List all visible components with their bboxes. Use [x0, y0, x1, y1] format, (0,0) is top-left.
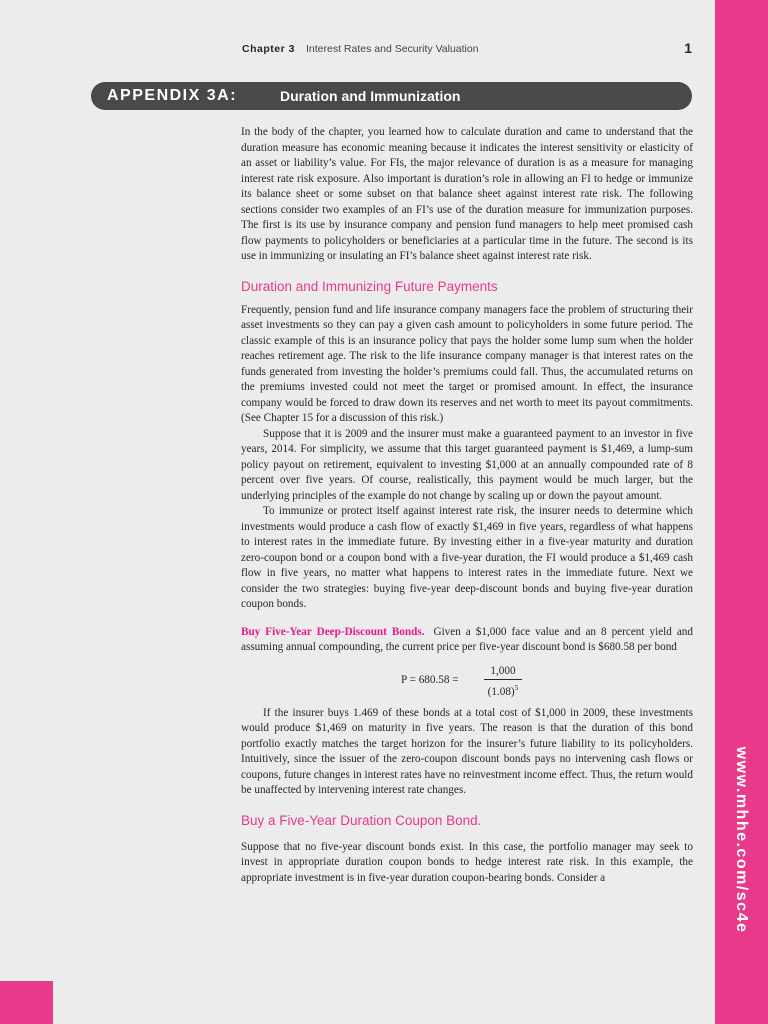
chapter-title: Interest Rates and Security Valuation [306, 43, 479, 55]
running-header [242, 40, 692, 60]
spacer [241, 613, 693, 625]
page-number: 1 [684, 40, 692, 56]
deep-discount-text: Given a $1,000 face value and an 8 percent yield and assuming annual compounding, the current price per five-year discount bond is $680.58 per bond [241, 625, 693, 653]
section-heading-immunizing-payments: Duration and Immunizing Future Payments [241, 278, 498, 294]
appendix-label: APPENDIX 3A: [107, 87, 238, 104]
chapter-label: Chapter 3 [242, 43, 295, 55]
equation-fraction [484, 664, 522, 699]
section1-paragraph-1: Frequently, pension fund and life insurance company managers face the problem of structuring their asset investments so they can pay a given cash amount to policyholders in some future period. The classic example of this is an insurance policy that pays the holder some lump sum when the holder reaches retirement age. The risk to the life insurance company manager is that interest rates on the funds generated from investing the holder’s premiums could fall. Thus, the accumulated returns on the premiums invested could not meet the target or promised amount. In effect, the insurance company would be forced to draw down its reserves and net worth to meet its payout commitments. (See Chapter 15 for a discussion of this risk.) [241, 303, 693, 424]
appendix-banner [91, 82, 692, 110]
corner-tab [0, 981, 53, 1024]
body-text [241, 125, 693, 886]
intro-paragraph: In the body of the chapter, you learned how to calculate duration and came to understand that the duration measure has economic meaning because it indicates the interest sensitivity or elasticity of an asset or liability’s value. For FIs, the major relevance of duration is as a measure for managing interest rate risk exposure. Also important is duration’s role in allowing an FI to hedge or immunize its balance sheet or some subset on that balance sheet against interest rate risk. The following sections consider two examples of an FI’s use of the duration measure for immunization purposes. The first is its use by insurance company and pension fund managers to help meet promised cash flow payments to policyholders or beneficiaries at a particular time in the future. The second is its use in immunizing or insulating an FI’s balance sheet against interest rate risk. [241, 126, 693, 262]
deep-discount-run-in-heading: Buy Five-Year Deep-Discount Bonds. [241, 625, 425, 638]
equation-denominator-wrap [484, 681, 522, 699]
website-url: www.mhhe.com/sc4e [733, 746, 750, 934]
equation-denominator: (1.08) [487, 685, 515, 698]
deep-discount-followup-paragraph: If the insurer buys 1.469 of these bonds at a total cost of $1,000 in 2009, these investments would produce $1,469 on maturity in five years. The reason is that the duration of this bond portfolio exactly matches the target horizon for the insurer’s future liability to its policyholders. Intuitively, since the issuer of the zero-coupon discount bonds pays no intervening cash flows or coupons, future changes in interest rates have no reinvestment income effect. Thus, the return would be unaffected by intervening interest rate changes. [241, 706, 693, 796]
section1-paragraph-2: Suppose that it is 2009 and the insurer must make a guaranteed payment to an investor in five years, 2014. For simplicity, we assume that this target guaranteed payment is $1,469, a lump-sum policy payout on retirement, equivalent to investing $1,000 at an annually compounded rate of 8 percent over five years. Of course, realistically, this payment would be much larger, but the underlying principles of the example do not change by scaling up or down the payout amount. [241, 427, 693, 502]
equation-lhs: P = 680.58 = [401, 673, 459, 686]
deep-discount-paragraph [241, 625, 693, 656]
appendix-title: Duration and Immunization [280, 88, 461, 104]
fraction-bar [484, 679, 522, 680]
section-heading-coupon-bond: Buy a Five-Year Duration Coupon Bond. [241, 812, 482, 828]
equation-exponent: 5 [514, 682, 519, 692]
section2-paragraph-1: Suppose that no five-year discount bonds exist. In this case, the portfolio manager may seek to invest in appropriate duration coupon bonds to hedge interest rate risk. In this example, the appropriate investment is in five-year duration coupon-bearing bonds. Consider a [241, 840, 693, 884]
equation-numerator: 1,000 [490, 664, 516, 677]
section1-paragraph-3: To immunize or protect itself against interest rate risk, the insurer needs to determine which investments would produce a cash flow of exactly $1,469 in five years, regardless of what happens to interest rates in the immediate future. By investing either in a five-year maturity and duration zero-coupon bond or a coupon bond with a five-year duration, the FI would produce a $1,469 cash flow in five years, no matter what happens to interest rates in the immediate future. Next we consider the two strategies: buying five-year deep-discount bonds and buying five-year duration coupon bonds. [241, 505, 693, 610]
bond-price-equation [241, 664, 693, 696]
